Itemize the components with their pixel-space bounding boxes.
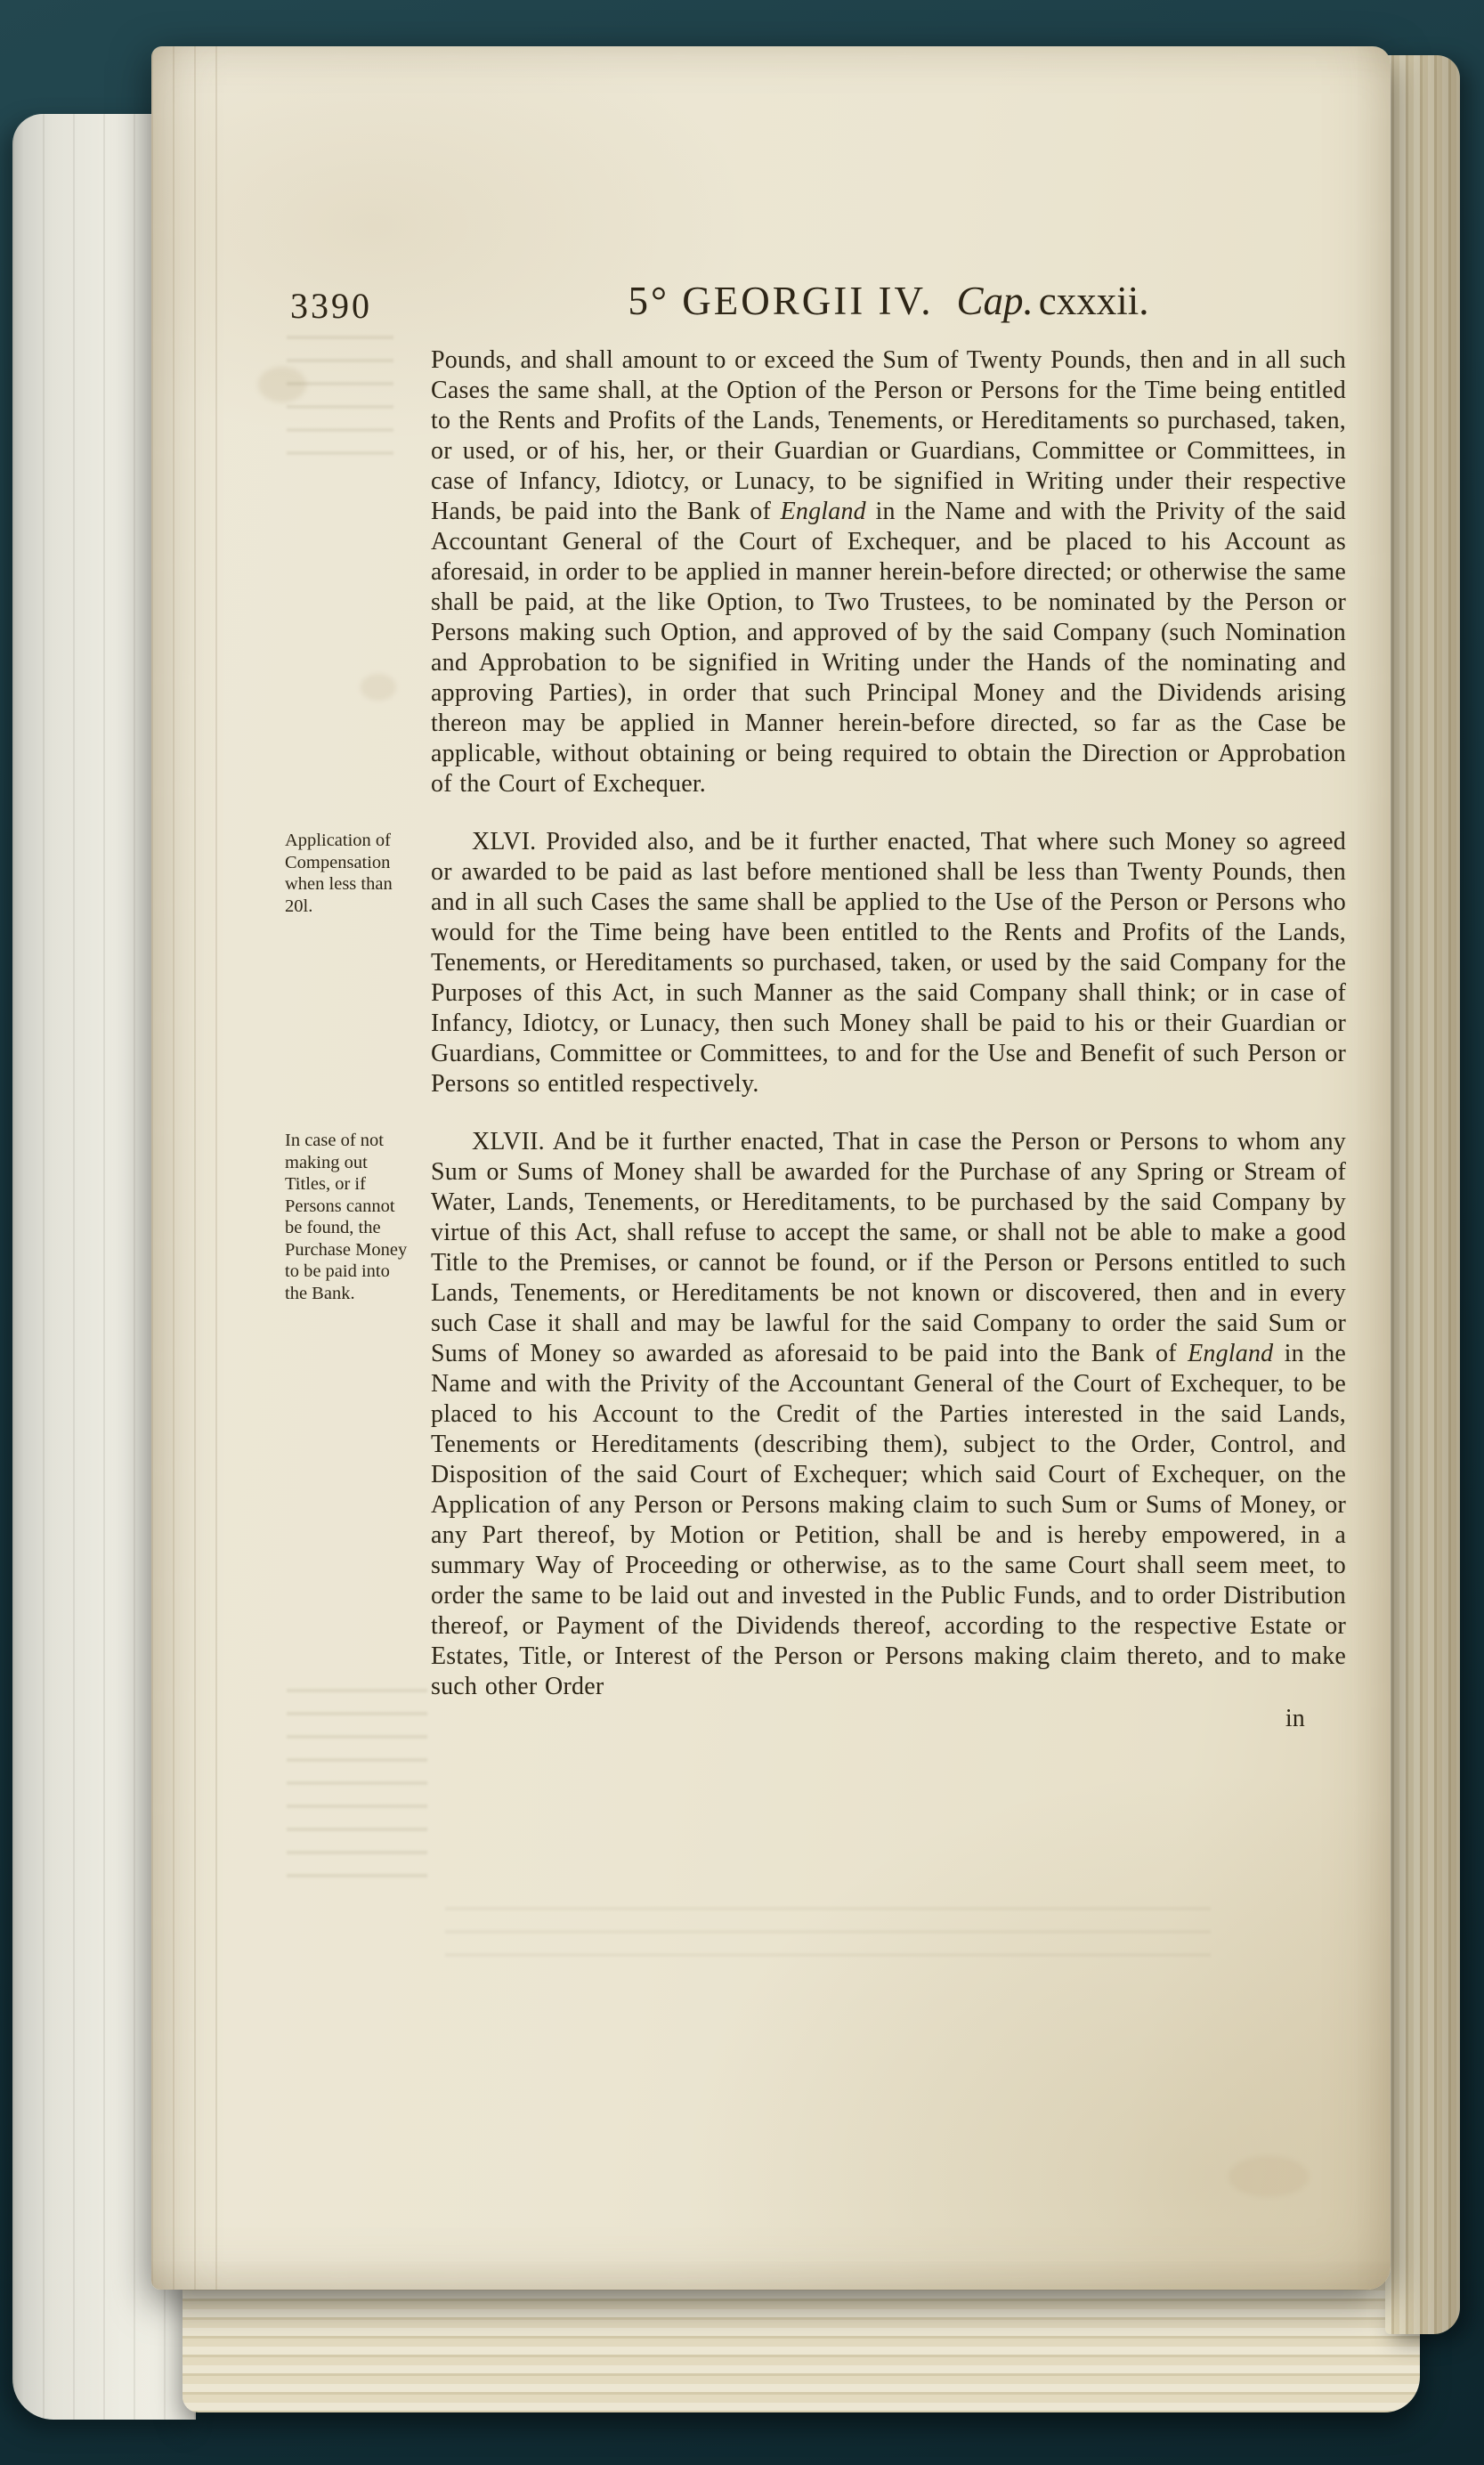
running-header [431,278,1346,324]
body-text [285,345,1346,1734]
regnal-title: 5° GEORGII IV. [628,279,934,323]
margin-note: In case of not making out Titles, or if Persons cannot be found, the Purchase Money to be paid into the Bank. [285,1131,408,1303]
margin-note: Application of Compensation when less than 20l. [285,831,393,916]
paragraph-text: XLVI. Provided also, and be it further enacted, That where such Money so agreed or awarded to be paid as last before mentioned shall be less than Twenty Pounds, then and in all such Cases the same shall be applied to the Use of the Person or Persons who would for the Time being have been entitled to the Rents and Profits of the Lands, Tenements, or Hereditaments so purchased, taken, or used by the said Company for the Purposes of this Act, in such Manner as the said Company shall think; or in case of Infancy, Idiotcy, or Lunacy, then such Money shall be paid to his or their Guardian or Guardians, Committee or Committees, to and for the Use and Benefit of such Person or Persons so entitled respectively. [431,828,1346,1098]
show-through-ghost [287,336,393,469]
catchword: in [1285,1705,1305,1732]
chapter-label: Cap. [956,279,1034,323]
paragraph-section-xlvi [285,827,1346,1099]
paragraph-continuation [431,345,1346,799]
bottom-page-edges [182,2272,1420,2412]
right-page-edges [1385,55,1460,2334]
gutter-page-lines [151,46,237,2290]
book-page [151,46,1391,2290]
chapter-number: cxxxii. [1038,279,1149,323]
paragraph-text: Pounds, and shall amount to or exceed the Sum of Twenty Pounds, then and in all such Cases the same shall, at the Option of the Person or Persons for the Time being entitled to the Rents and Profits of the Lands, Tenements, or Hereditaments so purchased, taken, or used, or of his, her, or their Guardian or Guardians, Committee or Committees, in case of Infancy, Idiotcy, or Lunacy, to be signified in Writing under their respective Hands, be paid into the Bank of England in the Name and with the Privity of the said Accountant General of the Court of Exchequer, and be placed to his Account as aforesaid, in order to be applied in manner herein-before directed; or otherwise the same shall be paid, at the like Option, to Two Trustees, to be nominated by the Person or Persons making such Option, and approved of by the said Company (such Nomination and Approbation to be signified in Writing under the Hands of the nominating and approving Parties), in order that such Principal Money and the Dividends arising thereon may be applied in Manner herein-before directed, so far as the Case be applicable, without obtaining or being required to obtain the Direction or Approbation of the Court of Exchequer. [431,346,1346,798]
paragraph-text: XLVII. And be it further enacted, That in case the Person or Persons to whom any Sum or Sums of Money shall be awarded for the Purchase of any Spring or Stream of Water, Lands, Tenements, or Hereditaments, to be purchased by the said Company by virtue of this Act, shall refuse to accept the same, or shall not be able to make a good Title to the Premises, or cannot be found, or if the Person or Persons entitled to such Lands, Tenements, or Hereditaments be not known or discovered, then and in every such Case it shall and may be lawful for the said Company to order the said Sum or Sums of Money so awarded as aforesaid to be paid into the Bank of England in the Name and with the Privity of the Accountant General of the Court of Exchequer, to be placed to his Account to the Credit of the Parties interested in the said Lands, Tenements or Hereditaments (describing them), subject to the Order, Control, and Disposition of the said Court of Exchequer; which said Court of Exchequer, on the Application of any Person or Persons making claim to such Sum or Sums of Money, or any Part thereof, by Motion or Petition, shall be and is hereby empowered, in a summary Way of Proceeding or otherwise, as to the same Court shall seem meet, to order the same to be laid out and invested in the Public Funds, and to order Distribution thereof, or Payment of the Dividends thereof, according to the respective Estate or Estates, Title, or Interest of the Person or Persons making claim thereto, and to make such other Order [431,1128,1346,1700]
paragraph-section-xlvii [285,1127,1346,1702]
foxing-stain [1229,2156,1309,2197]
page-number: 3390 [290,286,372,326]
foxing-stain [361,674,396,701]
show-through-ghost [287,1689,427,1893]
show-through-ghost [445,1907,1211,1969]
